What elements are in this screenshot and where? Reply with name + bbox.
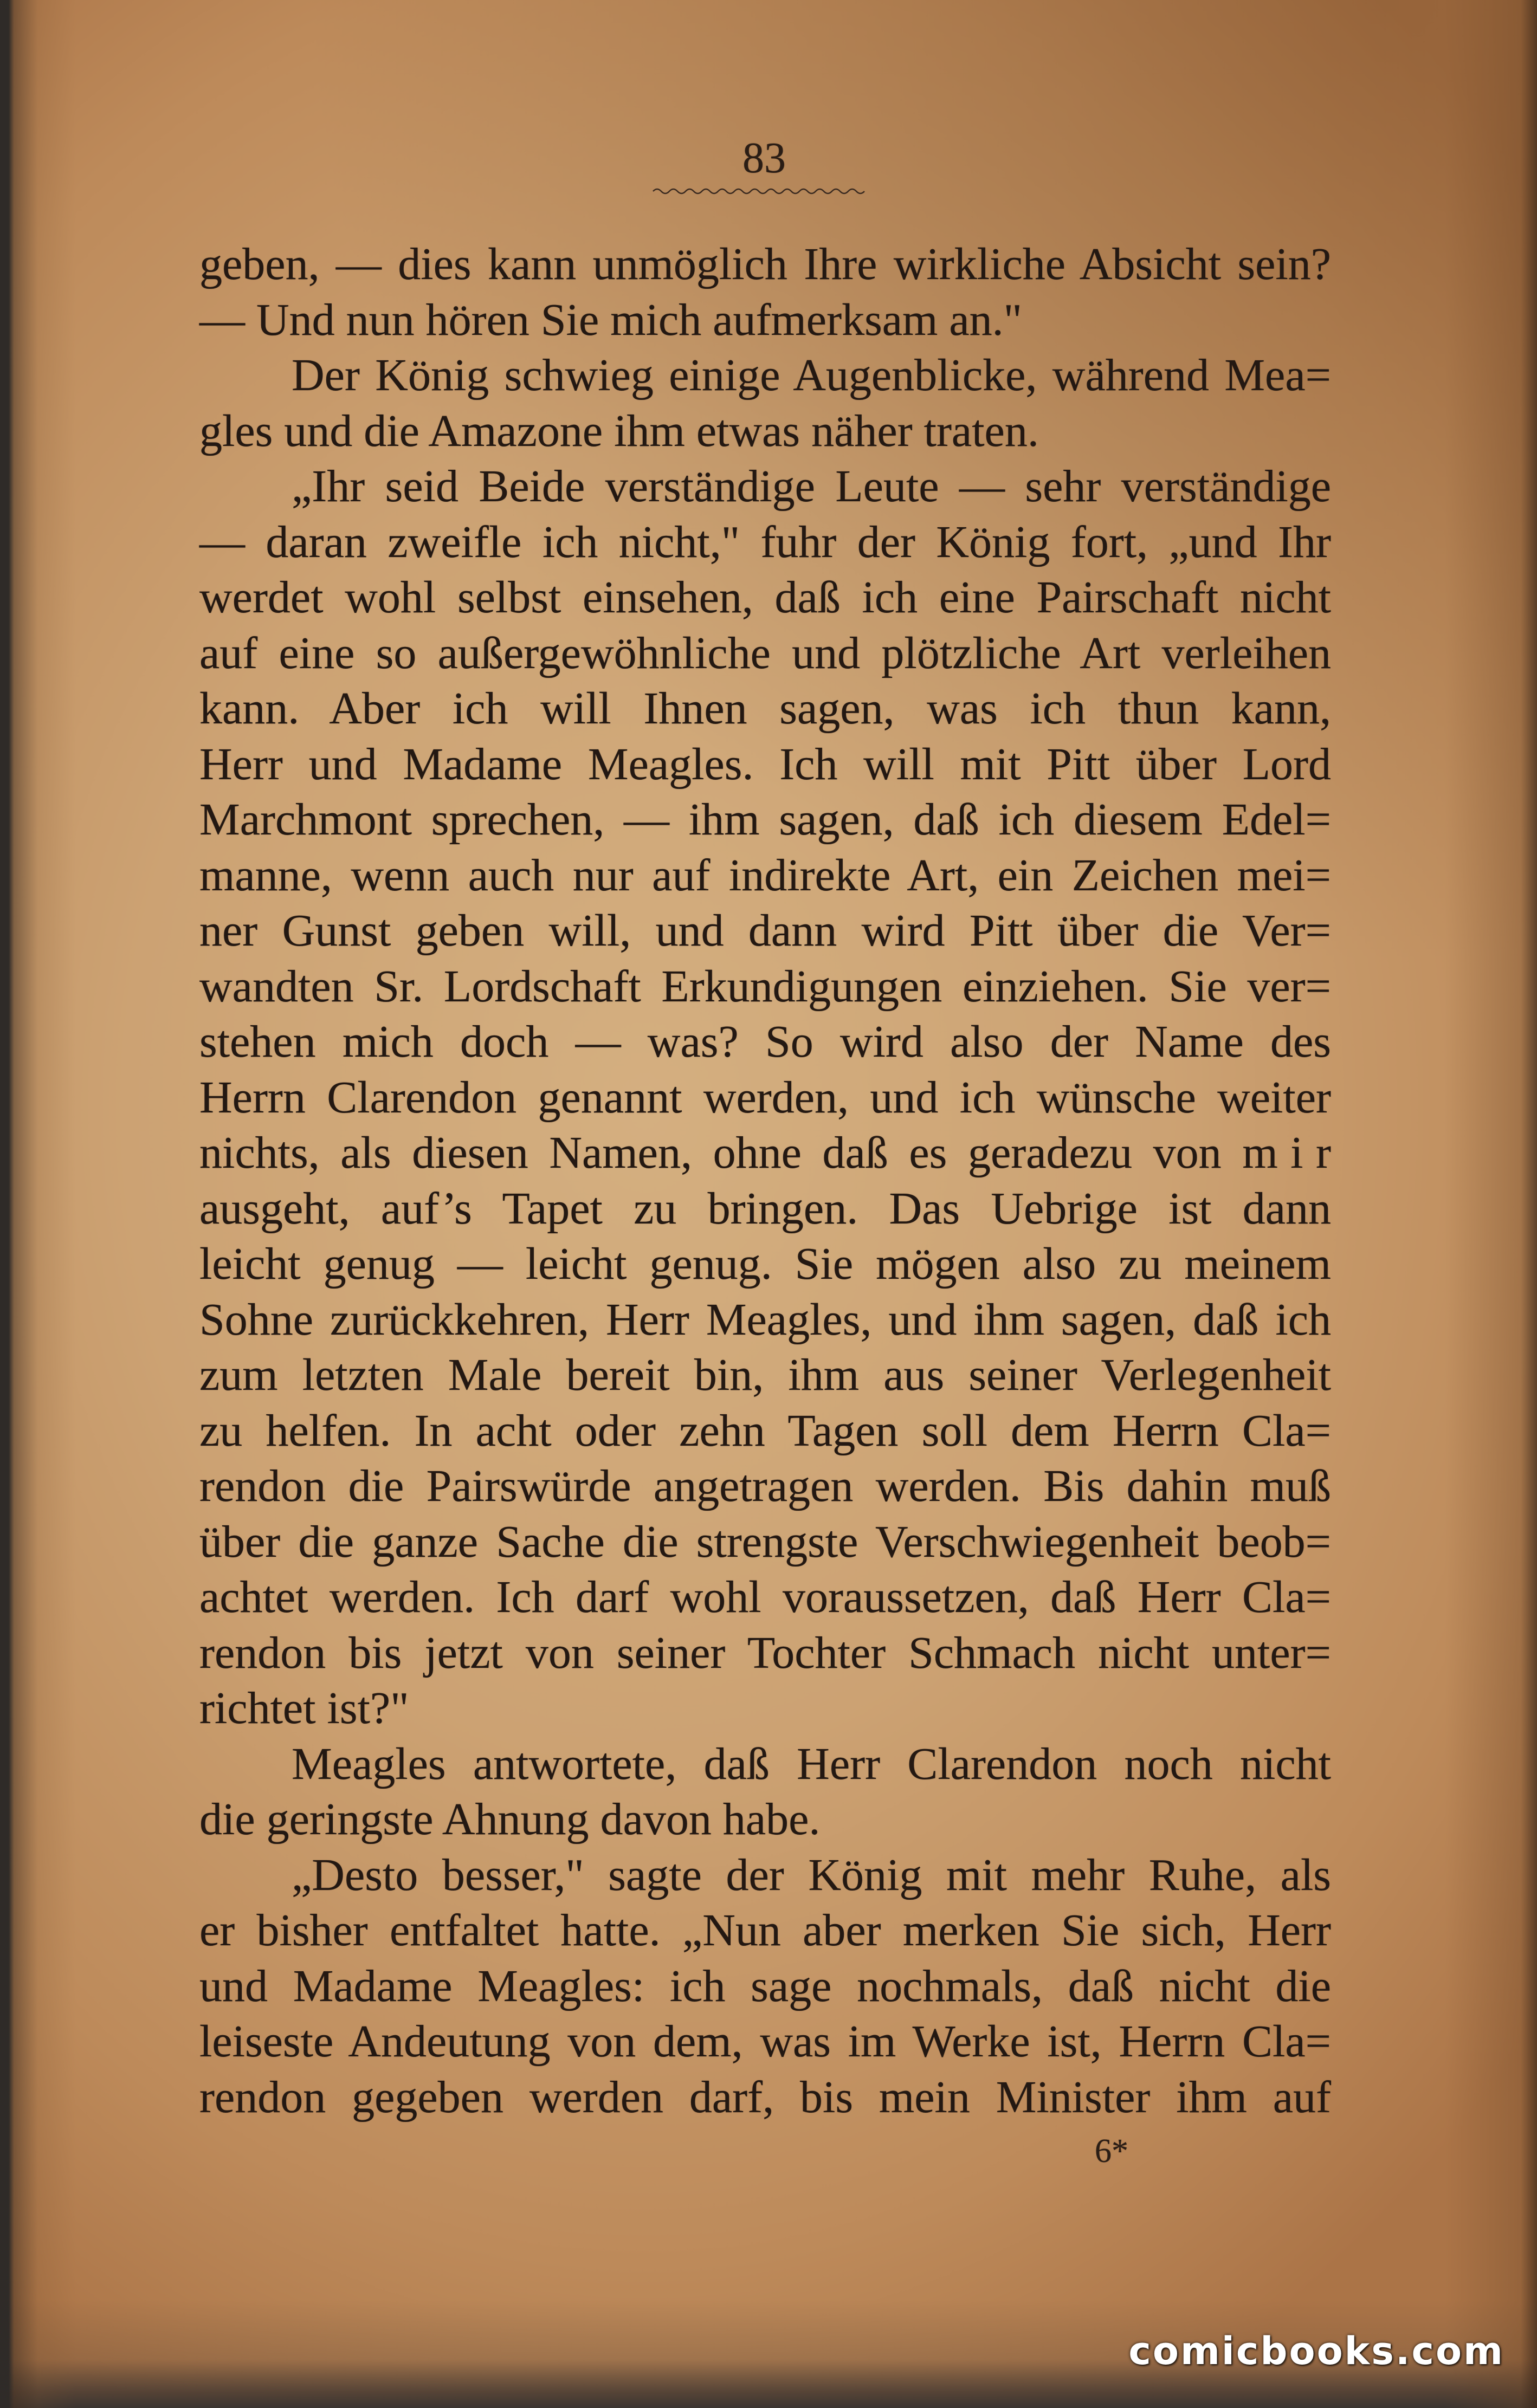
text-line: rendon bis jetzt von seiner Tochter Schmach nicht unter= <box>199 1627 1331 1678</box>
ornamental-rule <box>652 184 871 198</box>
text-line <box>199 1125 1344 1181</box>
text-line: werdet wohl selbst einsehen, daß ich eine Pairschaft nicht <box>199 572 1331 623</box>
text-line: — Und nun hören Sie mich aufmerksam an." <box>199 294 1022 345</box>
text-line: Sohne zurückkehren, Herr Meagles, und ihm sagen, daß ich <box>199 1294 1331 1345</box>
text-line: stehen mich doch — was? So wird also der Name des <box>199 1017 1331 1067</box>
paragraph <box>199 459 1344 1737</box>
text-line: kann. Aber ich will Ihnen sagen, was ich thun kann, <box>199 683 1331 734</box>
text-line: „Ihr seid Beide verständige Leute — sehr verständige <box>292 461 1331 512</box>
text-body <box>199 237 1344 2125</box>
paragraph <box>199 348 1331 459</box>
text-line: rendon gegeben werden darf, bis mein Minister ihm auf <box>199 2072 1331 2122</box>
paragraph <box>199 1737 1331 1848</box>
text-line: achtet werden. Ich darf wohl voraussetzen, daß Herr Cla= <box>199 1572 1331 1622</box>
text-line: die geringste Ahnung davon habe. <box>199 1794 821 1844</box>
text-line: ausgeht, auf’s Tapet zu bringen. Das Uebrige ist dann <box>199 1183 1331 1234</box>
page-number: 83 <box>742 134 786 182</box>
text-line: manne, wenn auch nur auf indirekte Art, ein Zeichen mei= <box>199 850 1331 901</box>
text-line: „Desto besser," sagte der König mit mehr Ruhe, als <box>292 1849 1331 1900</box>
text-line: Herr und Madame Meagles. Ich will mit Pitt über Lord <box>199 739 1331 789</box>
text-line: er bisher entfaltet hatte. „Nun aber merken Sie sich, Herr <box>199 1905 1331 1956</box>
text-line: auf eine so außergewöhnliche und plötzliche Art verleihen <box>199 627 1331 678</box>
paragraph <box>199 1848 1331 2126</box>
text-line: Herrn Clarendon genannt werden, und ich wünsche weiter <box>199 1072 1331 1123</box>
text-line: rendon die Pairswürde angetragen werden. Bis dahin muß <box>199 1461 1331 1511</box>
text-line: — daran zweifle ich nicht," fuhr der König fort, „und Ihr <box>199 516 1331 567</box>
text-line: wandten Sr. Lordschaft Erkundigungen einziehen. Sie ver= <box>199 961 1331 1012</box>
text-line: zum letzten Male bereit bin, ihm aus seiner Verlegenheit <box>199 1350 1331 1400</box>
text-run: nichts, als diesen Namen, ohne daß es geradezu von <box>199 1128 1222 1178</box>
text-line: geben, — dies kann unmöglich Ihre wirkliche Absicht sein? <box>199 239 1331 289</box>
signature-mark: 6* <box>1095 2133 1128 2170</box>
text-line: über die ganze Sache die strengste Verschwiegenheit beob= <box>199 1516 1331 1567</box>
text-line: leiseste Andeutung von dem, was im Werke ist, Herrn Cla= <box>199 2016 1331 2067</box>
text-line: zu helfen. In acht oder zehn Tagen soll dem Herrn Cla= <box>199 1405 1331 1456</box>
text-line: Marchmont sprechen, — ihm sagen, daß ich diesem Edel= <box>199 794 1331 845</box>
watermark: comicbooks.com <box>1128 2329 1504 2373</box>
text-line: Der König schwieg einige Augenblicke, während Mea= <box>292 350 1331 400</box>
paragraph <box>199 237 1331 348</box>
text-line: und Madame Meagles: ich sage nochmals, daß nicht die <box>199 1960 1331 2011</box>
emphasized-word: mir <box>1242 1128 1344 1178</box>
text-line: gles und die Amazone ihm etwas näher traten. <box>199 405 1039 456</box>
text-line: Meagles antwortete, daß Herr Clarendon noch nicht <box>292 1738 1331 1789</box>
text-line: ner Gunst geben will, und dann wird Pitt über die Ver= <box>199 905 1331 956</box>
text-line: leicht genug — leicht genug. Sie mögen also zu meinem <box>199 1239 1331 1289</box>
text-line: richtet ist?" <box>199 1683 409 1733</box>
